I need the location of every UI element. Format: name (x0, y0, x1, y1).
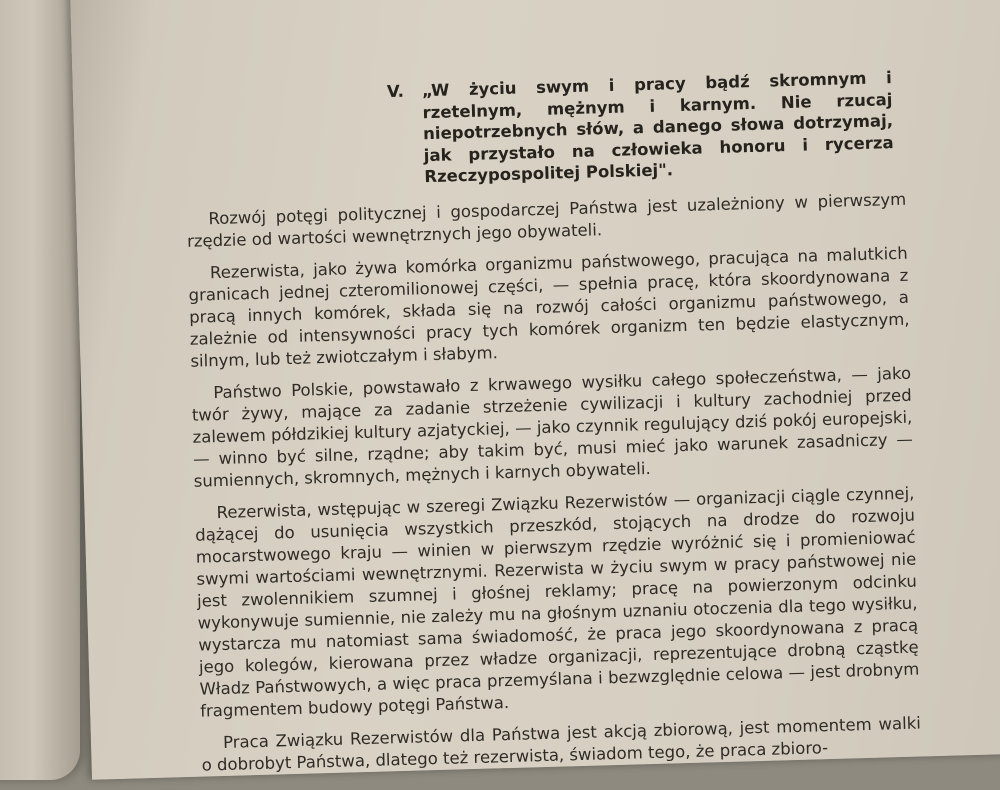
oath-number: V. (386, 81, 405, 102)
paragraph: Rozwój potęgi politycznej i gospodarczej Państwa jest uzależniony w pierwszym rzędzie od wartości wewnętrznych jego obywateli. (186, 189, 907, 251)
paragraph: Praca Związku Rezerwistów dla Państwa jest akcją zbiorową, jest momentem walki o dobrobyt Państwa, dlatego też rezerwista, świadom tego, że praca zbioro- (201, 713, 922, 775)
left-page-edge (0, 0, 80, 780)
book-page (70, 0, 1000, 780)
paragraph: Rezerwista, jako żywa komórka organizmu państwowego, pracująca na malutkich granicach jednej czteromilionowej części, — spełnia pracę, która skoordynowana z pracą innych komórek, składa się na rozwój całości organizmu państwowego, a zależnie od intensywności pracy tych komórek organizm ten będzie elastycznym, silnym, lub też zwiotczałym i słabym. (188, 243, 910, 371)
paragraph: Państwo Polskie, powstawało z krwawego wysiłku całego społeczeństwa, — jako twór żywy, mające za zadanie strzeżenie cywilizacji i kultury zachodniej przed zalewem półdzikiej kultury azjatyckiej, — jako czynnik regulujący dziś pokój europejski, — winno być silne, rządne; aby takim być, musi mieć jako warunek zasadniczy — sumiennych, skromnych, mężnych i karnych obywateli. (191, 363, 914, 491)
oath-text: „W życiu swym i pracy bądź skromnym i rzetelnym, mężnym i karnym. Nie rzucaj niepotrzebnych słów, a danego słowa dotrzymaj, jak przystało na człowieka honoru i rycerza Rzeczypospolitej Polskiej". (421, 68, 894, 187)
body-text (186, 189, 922, 787)
oath-block (386, 67, 894, 187)
paragraph: Rezerwista, wstępując w szeregi Związku Rezerwistów — organizacji ciągle czynnej, dążącej do usunięcia wszystkich przeszkód, stojących na drodze do rozwoju mocarstwowego kraju — winien w pierwszym rzędzie wyróżnić się i promieniować swymi wartościami wewnętrznymi. Rezerwista w życiu swym w pracy państwowej nie jest zwolennikiem szumnej i głośnej reklamy; pracę na powierzonym odcinku wykonywuje sumiennie, nie zależy mu na głośnym uznaniu otoczenia dla tego wysiłku, wystarcza mu natomiast sama świadomość, że praca jego skoordynowana z pracą jego kolegów, kierowana przez władze organizacji, reprezentujące drobną cząstkę Władz Państwowych, a więc praca przemyślana i bezwzględnie celowa — jest drobnym fragmentem budowy potęgi Państwa. (195, 483, 920, 721)
